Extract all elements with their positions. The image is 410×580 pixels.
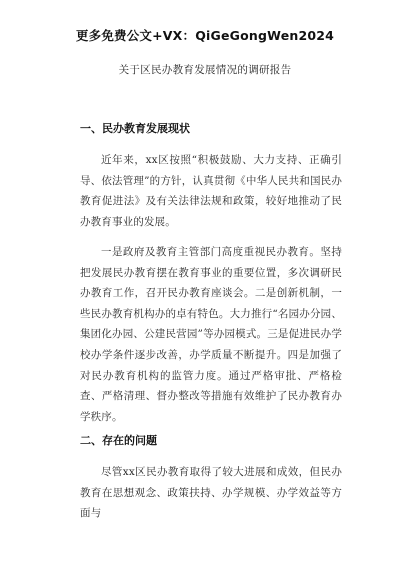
section-heading-1: 一、民办教育发展现状 <box>80 122 190 135</box>
paragraph: 近年来，xx区按照“积极鼓励、大力支持、正确引导、依法管理”的方针，认真贯彻《中华人民共和国民办教育促进法》及有关法律法规和政策，较好地推动了民办教育事业的发展。 <box>80 154 342 228</box>
document-title: 关于区民办教育发展情况的调研报告 <box>118 64 292 76</box>
promo-header: 更多免费公文+VX：QiGeGongWen2024 <box>75 28 335 43</box>
paragraph: 一是政府及教育主管部门高度重视民办教育。坚持把发展民办教育摆在教育事业的重要位置，多次调研民办教育工作，召开民办教育座谈会。二是创新机制，一些民办教育机构办的卓有特色。大力推行“名园办分园、集团化办园、公建民营园”等办园模式。三是促进民办学校办学条件逐步改善，办学质量不断提升。四是加强了对民办教育机构的监管力度。通过严格审批、严格检查、严格清理、督办整改等措施有效维护了民办教育办学秩序。 <box>80 246 342 423</box>
paragraph: 尽管xx区民办教育取得了较大进展和成效，但民办教育在思想观念、政策扶持、办学规模、办学效益等方面与 <box>80 466 342 520</box>
section-heading-2: 二、存在的问题 <box>80 434 157 447</box>
